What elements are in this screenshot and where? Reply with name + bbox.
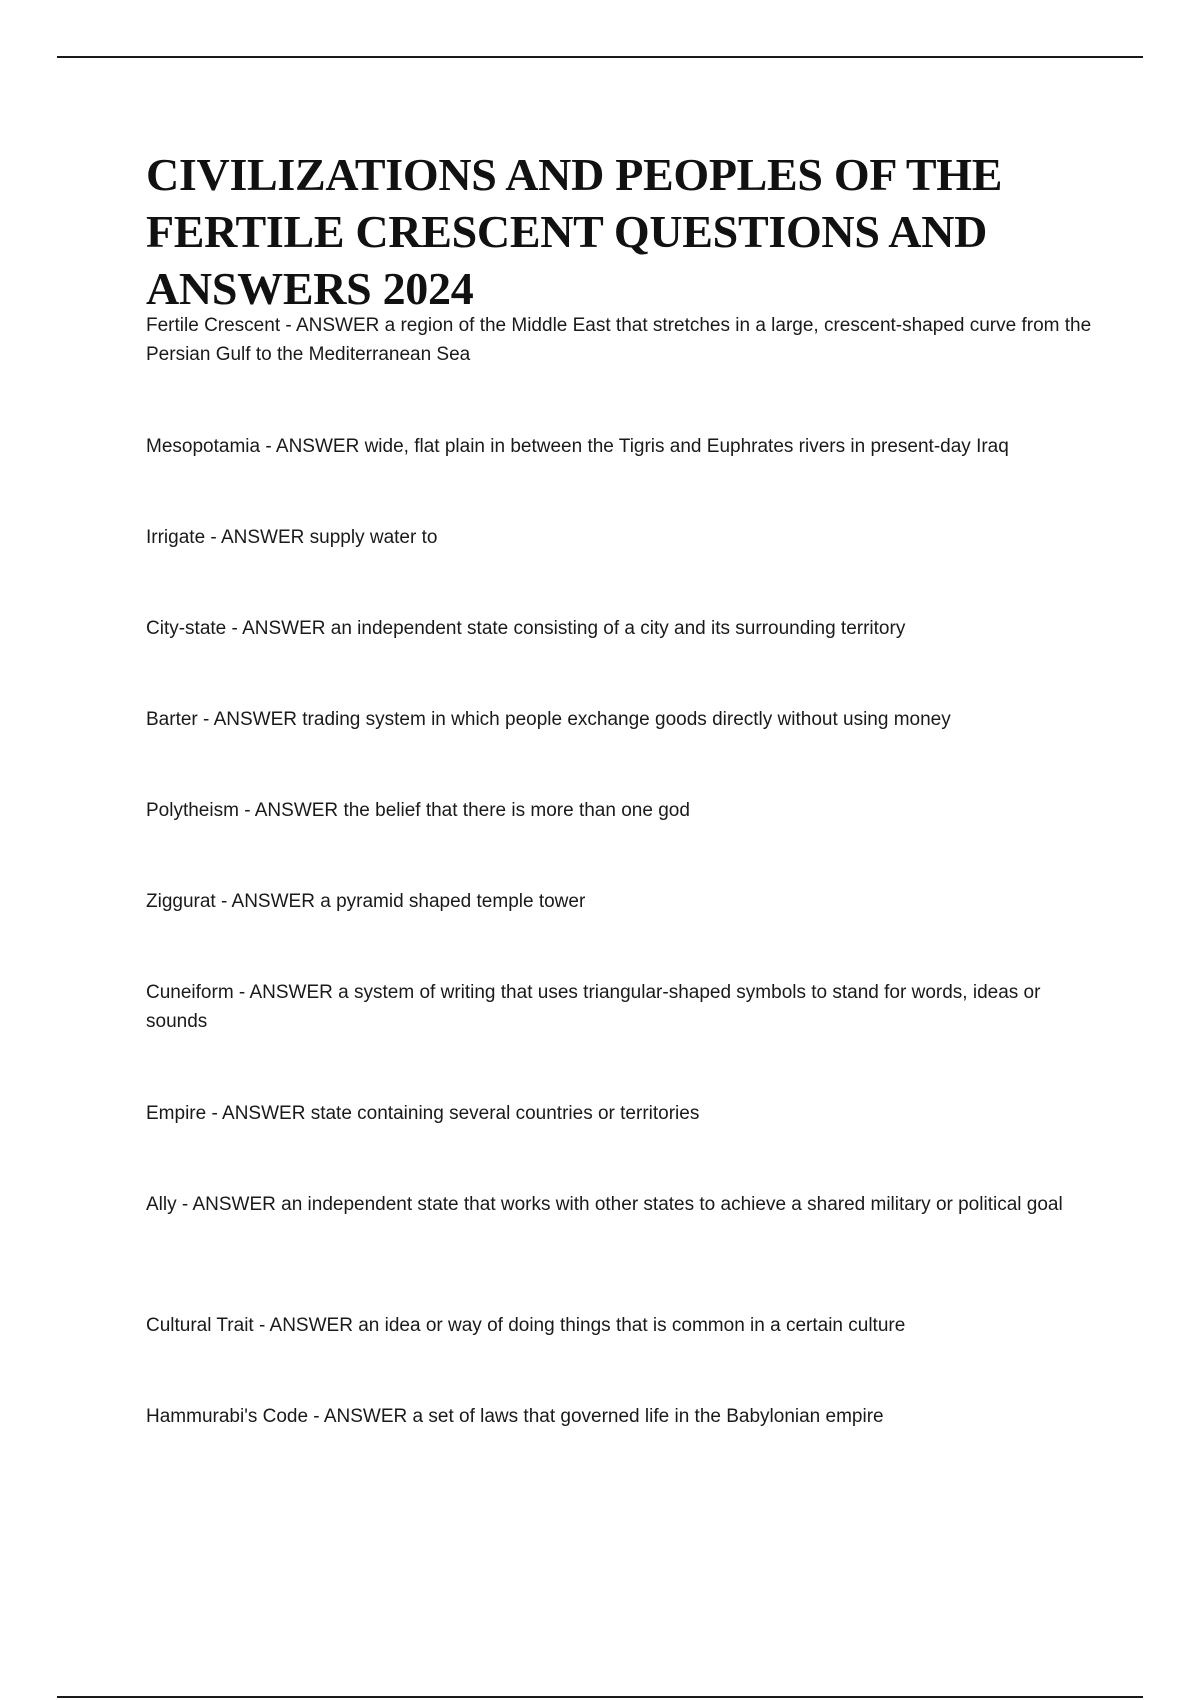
answer-separator: - ANSWER bbox=[233, 982, 339, 1003]
qa-term: Cuneiform bbox=[146, 982, 234, 1003]
qa-entry-hammurabis-code bbox=[146, 1402, 1106, 1431]
qa-entry-irrigate bbox=[146, 523, 1106, 552]
qa-term: Ally bbox=[146, 1194, 177, 1215]
qa-entry-cuneiform bbox=[146, 978, 1106, 1036]
qa-answer: a system of writing that uses triangular-shaped symbols to stand for words, ideas or sounds bbox=[146, 982, 1041, 1032]
qa-answer: a set of laws that governed life in the Babylonian empire bbox=[412, 1406, 884, 1427]
qa-entry-barter bbox=[146, 705, 1106, 734]
qa-entry-mesopotamia bbox=[146, 432, 1106, 461]
qa-term: Ziggurat bbox=[146, 891, 216, 912]
qa-entry-cultural-trait bbox=[146, 1311, 1106, 1340]
qa-entry-empire bbox=[146, 1099, 1106, 1128]
answer-separator: - ANSWER bbox=[226, 618, 331, 639]
answer-separator: - ANSWER bbox=[205, 527, 310, 548]
answer-separator: - ANSWER bbox=[206, 1103, 311, 1124]
qa-answer: trading system in which people exchange goods directly without using money bbox=[302, 709, 951, 730]
qa-term: Empire bbox=[146, 1103, 207, 1124]
qa-answer: state containing several countries or territories bbox=[310, 1103, 700, 1124]
qa-answer: the belief that there is more than one god bbox=[343, 800, 690, 821]
bottom-rule bbox=[57, 1696, 1143, 1698]
qa-entry-ally bbox=[146, 1190, 1106, 1219]
answer-separator: - ANSWER bbox=[253, 1315, 359, 1336]
answer-separator: - ANSWER bbox=[197, 709, 303, 730]
answer-separator: - ANSWER bbox=[308, 1406, 413, 1427]
qa-answer: wide, flat plain in between the Tigris and Euphrates rivers in present-day Iraq bbox=[364, 436, 1009, 457]
qa-entry-city-state bbox=[146, 614, 1106, 643]
qa-term: Fertile Crescent bbox=[146, 315, 281, 336]
answer-separator: - ANSWER bbox=[176, 1194, 282, 1215]
answer-separator: - ANSWER bbox=[215, 891, 321, 912]
qa-term: Cultural Trait bbox=[146, 1315, 254, 1336]
top-rule bbox=[57, 56, 1143, 58]
qa-term: Polytheism bbox=[146, 800, 239, 821]
qa-answer: supply water to bbox=[309, 527, 438, 548]
qa-term: Mesopotamia bbox=[146, 436, 261, 457]
qa-answer: a region of the Middle East that stretches in a large, crescent-shaped curve from the Persian Gulf to the Mediterranean Sea bbox=[146, 315, 1092, 365]
answer-separator: - ANSWER bbox=[260, 436, 365, 457]
qa-term: Irrigate bbox=[146, 527, 206, 548]
page-title: CIVILIZATIONS AND PEOPLES OF THE FERTILE CRESCENT QUESTIONS AND ANSWERS 2024 bbox=[146, 149, 1003, 314]
answer-separator: - ANSWER bbox=[238, 800, 344, 821]
qa-term: Hammurabi's Code bbox=[146, 1406, 309, 1427]
qa-answer: a pyramid shaped temple tower bbox=[320, 891, 586, 912]
qa-entry-ziggurat bbox=[146, 887, 1106, 916]
qa-answer: an idea or way of doing things that is common in a certain culture bbox=[358, 1315, 906, 1336]
qa-entry-polytheism bbox=[146, 796, 1106, 825]
qa-answer: an independent state that works with other states to achieve a shared military or political goal bbox=[281, 1194, 1063, 1215]
qa-answer: an independent state consisting of a city and its surrounding territory bbox=[330, 618, 906, 639]
qa-entry-fertile-crescent bbox=[146, 311, 1106, 369]
answer-separator: - ANSWER bbox=[280, 315, 385, 336]
qa-term: City-state bbox=[146, 618, 227, 639]
qa-term: Barter bbox=[146, 709, 198, 730]
